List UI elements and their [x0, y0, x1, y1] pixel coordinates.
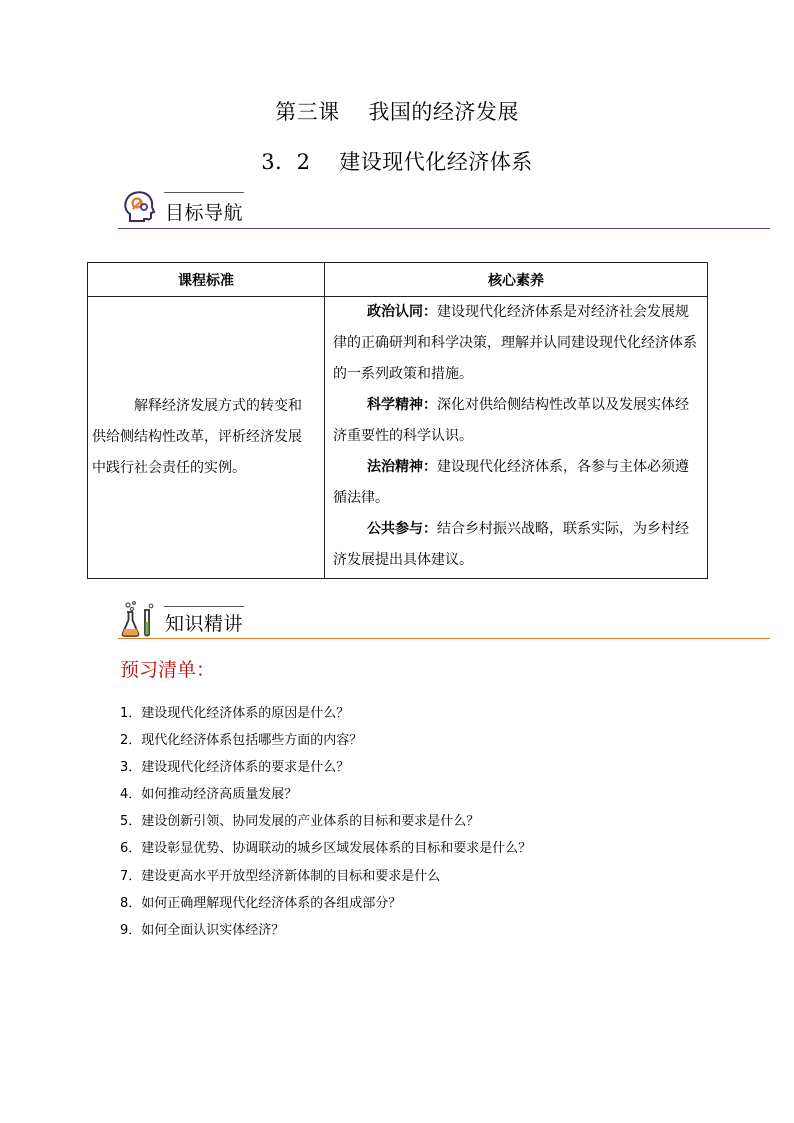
preview-question: 3．建设现代化经济体系的要求是什么？	[120, 760, 350, 776]
curriculum-standard-cell	[88, 297, 325, 579]
preview-question: 1．建设现代化经济体系的原因是什么？	[120, 706, 350, 721]
literacy-text: 建设现代化经济体系是对经济社会发展规律的正确研判和科学决策，理解并认同建设现代化经济体系的一系列政策和措施。	[333, 304, 697, 382]
goals-table	[87, 262, 708, 579]
literacy-text: 建设现代化经济体系，各参与主体必须遵循法律。	[333, 459, 689, 506]
literacy-label: 法治精神：	[367, 459, 437, 475]
goals-table-body-row	[88, 297, 708, 579]
knowledge-header-topline	[164, 606, 244, 607]
lesson-name: 我国的经济发展	[368, 100, 519, 124]
literacy-label: 政治认同：	[367, 304, 437, 320]
preview-question: 7．建设更高水平开放型经济新体制的目标和要求是什么	[120, 868, 441, 884]
preview-question: 2．现代化经济体系包括哪些方面的内容？	[120, 733, 363, 749]
preview-question: 9．如何全面认识实体经济？	[120, 922, 285, 938]
knowledge-section-label: 知识精讲	[165, 613, 244, 635]
goals-header-topline	[164, 192, 244, 193]
goals-header-underline	[118, 228, 770, 229]
literacy-text: 结合乡村振兴战略，联系实际，为乡村经济发展提出具体建议。	[333, 521, 689, 568]
literacy-item	[333, 452, 701, 514]
lesson-number: 第三课	[275, 100, 340, 124]
core-literacy-header: 核心素养	[325, 263, 708, 297]
curriculum-standard-text: 解释经济发展方式的转变和供给侧结构性改革，评析经济发展中践行社会责任的实例。	[92, 398, 302, 476]
goals-section-header	[118, 188, 770, 230]
knowledge-section-header	[118, 600, 770, 642]
core-literacy-cell	[325, 297, 708, 579]
section-name: 建设现代化经济体系	[339, 150, 533, 174]
preview-question: 5．建设创新引领、协同发展的产业体系的目标和要求是什么？	[120, 814, 480, 830]
preview-question-list	[120, 704, 531, 948]
section-title	[0, 146, 794, 176]
literacy-item	[333, 297, 701, 390]
knowledge-header-underline	[118, 638, 770, 639]
preview-question: 4．如何推动经济高质量发展？	[120, 787, 298, 803]
goals-section-label: 目标导航	[165, 202, 244, 224]
literacy-item	[333, 514, 701, 576]
preview-list-title: 预习清单：	[120, 659, 216, 681]
literacy-label: 公共参与：	[367, 521, 437, 537]
head-gears-icon	[120, 188, 158, 226]
preview-question: 6．建设彰显优势、协调联动的城乡区域发展体系的目标和要求是什么？	[120, 841, 532, 857]
curriculum-standard-header: 课程标准	[88, 263, 325, 297]
literacy-item	[333, 390, 701, 452]
goals-table-header-row	[88, 263, 708, 297]
chemistry-flask-icon	[120, 600, 158, 638]
literacy-label: 科学精神：	[367, 397, 437, 413]
lesson-title	[0, 96, 794, 126]
preview-question: 8．如何正确理解现代化经济体系的各组成部分？	[120, 895, 402, 911]
literacy-text: 深化对供给侧结构性改革以及发展实体经济重要性的科学认识。	[333, 397, 689, 444]
section-number: 3．2	[261, 150, 311, 174]
